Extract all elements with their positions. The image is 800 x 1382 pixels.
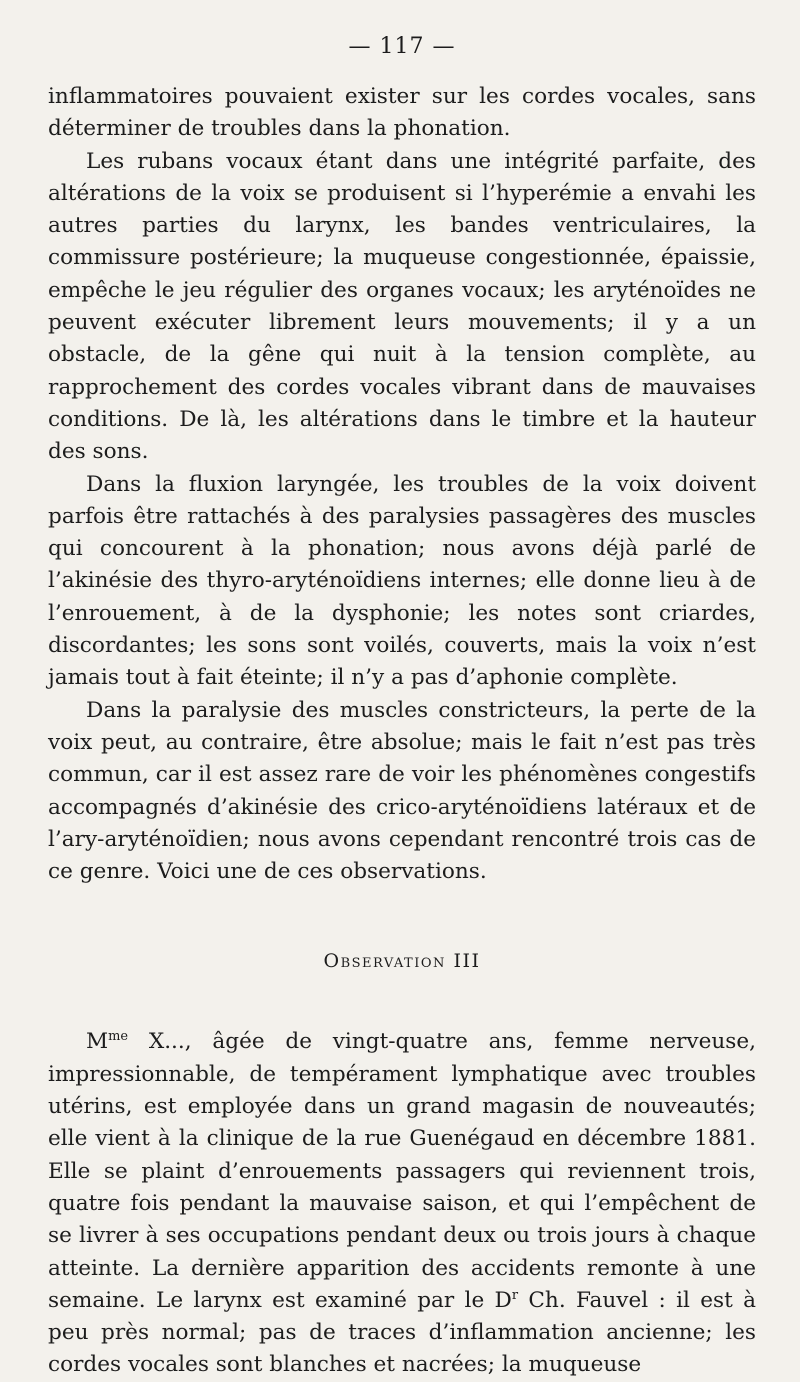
paragraph-continuation: inflammatoires pouvaient exister sur les cordes vocales, sans déterminer de troubles dans la phonation. <box>48 84 756 142</box>
observation-title: M <box>86 1029 109 1055</box>
paragraph-laryngeal-fluxion: Dans la fluxion laryngée, les troubles de la voix doivent parfois être rattachés à des paralysies passagères des muscles qui concourent à la phonation; nous avons déjà parlé de l’akinésie des thyro-aryténoïdiens internes; elle donne lieu à de l’enrouement, à de la dysphonie; les notes sont criardes, discordantes; les sons sont voilés, couverts, mais la voix n’est jamais tout à fait éteinte; il n’y a pas d’aphonie complète. <box>48 471 756 691</box>
paragraph-constrictor-paralysis: Dans la paralysie des muscles constricteurs, la perte de la voix peut, au contraire, être absolue; mais le fait n’est pas très commun, car il est assez rare de voir les phénomènes congestifs accompagnés d’akinésie des crico-aryténoïdiens latéraux et de l’ary-aryténoïdien; nous avons cependant rencontré trois cas de ce genre. Voici une de ces observations. <box>48 697 756 885</box>
observation-heading <box>48 950 756 972</box>
observation-title-sup: me <box>108 1029 129 1045</box>
paragraph-vocal-ribbons: Les rubans vocaux étant dans une intégrité parfaite, des altérations de la voix se produisent si l’hyperémie a envahi les autres parties du larynx, les bandes ventriculaires, la commissure postérieure; la muqueuse congestionnée, épaissie, empêche le jeu régulier des organes vocaux; les aryténoïdes ne peuvent exécuter librement leurs mouvements; il y a un obstacle, de la gêne qui nuit à la tension complète, au rapprochement des cordes vocales vibrant dans de mauvaises conditions. De là, les altérations dans le timbre et la hauteur des sons. <box>48 148 756 465</box>
doctor-abbrev-sup: r <box>511 1287 519 1303</box>
observation-text: X..., âgée de vingt-quatre ans, femme nerveuse, impressionnable, de tempérament lymphatique avec troubles utérins, est employée dans un grand magasin de nouveautés; elle vient à la clinique de la rue Guenégaud en décembre 1881. Elle se plaint d’enrouements passagers qui reviennent trois, quatre fois pendant la mauvaise saison, et qui l’empêchent de se livrer à ses occupations pendant deux ou trois jours à chaque atteinte. La dernière apparition des accidents remonte à une semaine. Le larynx est examiné par le D <box>48 1029 756 1313</box>
paragraph-observation-case <box>48 1026 756 1381</box>
observation-text-end: Ch. Fauvel : il est à peu près normal; pas de traces d’inflammation ancienne; les cordes vocales sont blanches et nacrées; la muqueuse <box>48 1287 756 1378</box>
page-number: — 117 — <box>348 34 456 59</box>
observation-heading-label: Observation <box>323 950 446 973</box>
observation-heading-numeral: III <box>453 950 481 973</box>
